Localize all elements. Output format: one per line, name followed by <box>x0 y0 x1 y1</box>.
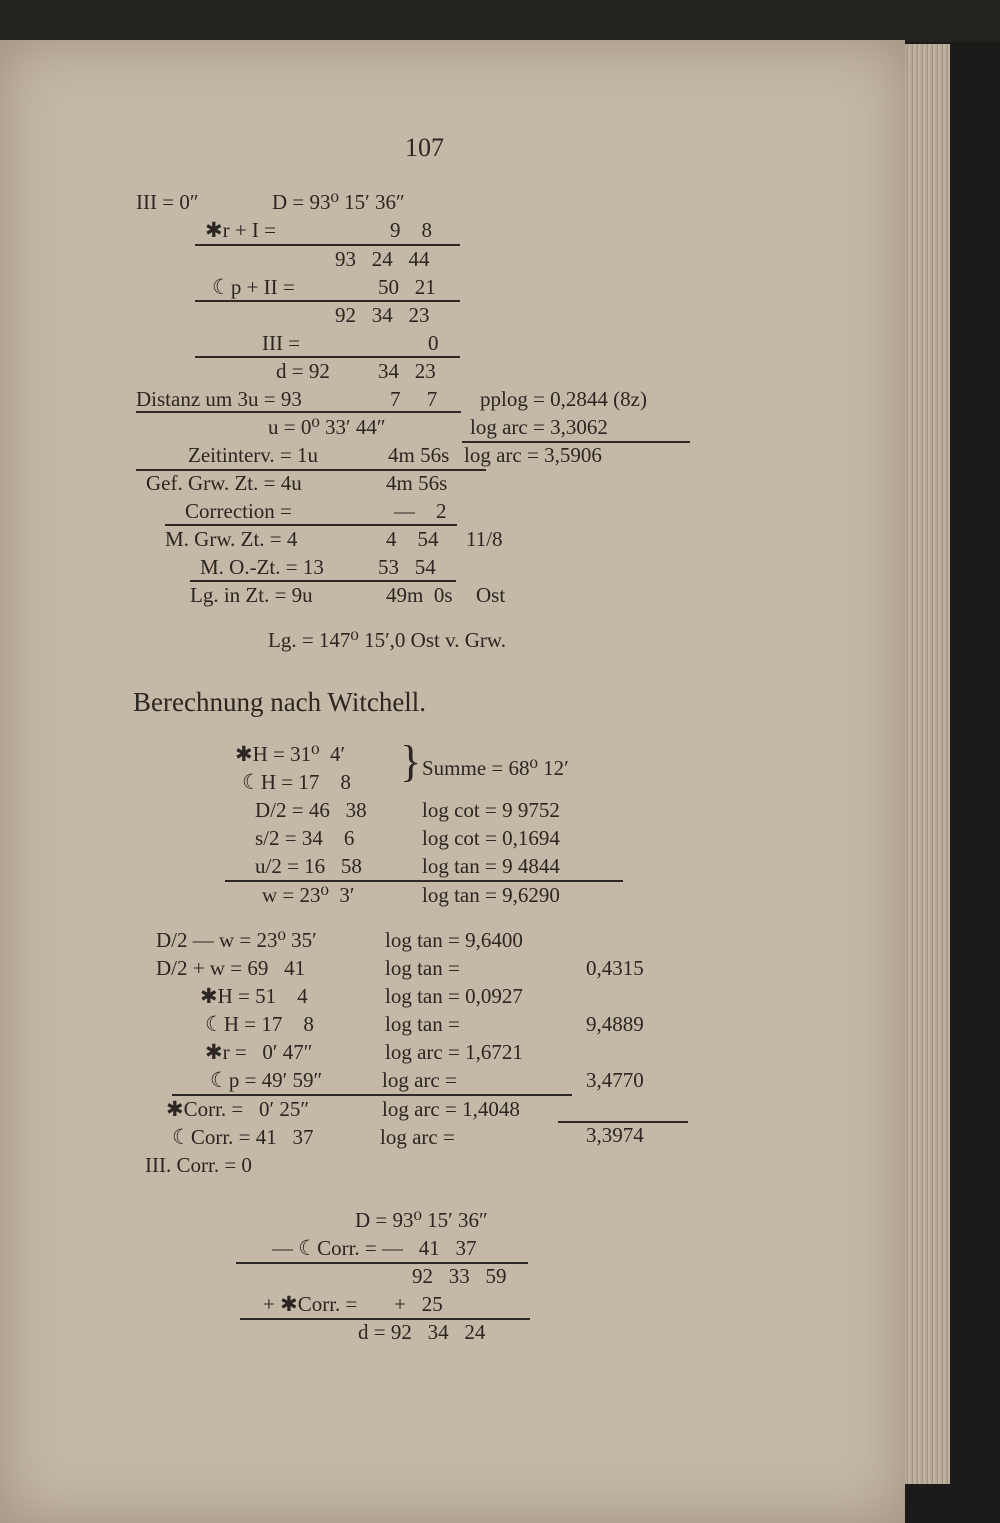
line-7b: 34 23 <box>378 359 436 383</box>
calc-row-3b: log tan = 0,0927 <box>385 984 523 1008</box>
line-5: 92 34 23 <box>335 303 430 327</box>
line-13a: M. Grw. Zt. = 4 <box>165 527 298 551</box>
line-2b: 9 8 <box>390 218 432 242</box>
line-12a: Correction = <box>185 499 292 523</box>
rule-7 <box>165 524 457 526</box>
calc-row-5b: log arc = 1,6721 <box>385 1040 523 1064</box>
line-3: 93 24 44 <box>335 247 430 271</box>
line-15a: Lg. in Zt. = 9u <box>190 583 313 607</box>
witchell-row-3a: D/2 = 46 38 <box>255 798 367 822</box>
calc-row-6b: log arc = <box>382 1068 457 1092</box>
calc-row-6c: 3,4770 <box>586 1068 644 1092</box>
calc-row-4c: 9,4889 <box>586 1012 644 1036</box>
rule-1 <box>195 244 460 246</box>
calc-row-1b: log tan = 9,6400 <box>385 928 523 952</box>
final-row-3: 92 33 59 <box>412 1264 507 1288</box>
line-4a: ☾p + II = <box>212 275 295 299</box>
line-11b: 4m 56s <box>386 471 448 495</box>
page-edges <box>905 44 950 1484</box>
line-1b: D = 93⁰ 15′ 36″ <box>272 190 405 214</box>
brace: } <box>400 737 422 786</box>
line-1a: III = 0″ <box>136 190 199 214</box>
calc-row-6a: ☾p = 49′ 59″ <box>210 1068 323 1092</box>
line-14a: M. O.-Zt. = 13 <box>200 555 324 579</box>
line-15b: 49m 0s <box>386 583 453 607</box>
calc-row-8c: 3,3974 <box>586 1123 644 1147</box>
rule-9 <box>225 880 623 882</box>
final-row-1: D = 93⁰ 15′ 36″ <box>355 1208 488 1232</box>
longitude-result: Lg. = 147⁰ 15′,0 Ost v. Grw. <box>268 628 506 652</box>
line-14b: 53 54 <box>378 555 436 579</box>
line-15c: Ost <box>476 583 506 607</box>
line-6a: III = <box>262 331 301 355</box>
section-heading: Berechnung nach Witchell. <box>133 687 427 717</box>
witchell-row-4b: log cot = 0,1694 <box>422 826 560 850</box>
calc-row-1a: D/2 — w = 23⁰ 35′ <box>156 928 317 952</box>
final-row-4: + ✱Corr. = + 25 <box>263 1292 443 1316</box>
line-13b: 4 54 <box>386 527 439 551</box>
calc-row-2a: D/2 + w = 69 41 <box>156 956 306 980</box>
witchell-row-6b: log tan = 9,6290 <box>422 883 560 907</box>
calc-row-3a: ✱H = 51 4 <box>200 984 308 1008</box>
witchell-row-3b: log cot = 9 9752 <box>422 798 560 822</box>
rule-2 <box>195 300 460 302</box>
line-12b: — 2 <box>394 499 447 523</box>
line-9b: log arc = 3,3062 <box>470 415 608 439</box>
line-4b: 50 21 <box>378 275 436 299</box>
witchell-row-5b: log tan = 9 4844 <box>422 854 560 878</box>
calc-row-7a: ✱Corr. = 0′ 25″ <box>166 1097 310 1121</box>
line-11a: Gef. Grw. Zt. = 4u <box>146 471 302 495</box>
witchell-row-1: ✱H = 31⁰ 4′ <box>235 742 346 766</box>
final-row-5: d = 92 34 24 <box>358 1320 486 1344</box>
rule-4 <box>136 411 461 413</box>
calc-row-8a: ☾Corr. = 41 37 <box>172 1125 314 1149</box>
calc-row-4b: log tan = <box>385 1012 460 1036</box>
calc-row-4a: ☾H = 17 8 <box>205 1012 314 1036</box>
rule-3 <box>195 356 460 358</box>
witchell-row-6a: w = 23⁰ 3′ <box>262 883 355 907</box>
final-row-2: — ☾Corr. = — 41 37 <box>272 1236 477 1260</box>
line-8a: Distanz um 3u = 93 <box>136 387 302 411</box>
book-page <box>0 40 905 1523</box>
calc-row-9a: III. Corr. = 0 <box>145 1153 252 1177</box>
summe: Summe = 68⁰ 12′ <box>422 756 569 780</box>
line-10a: Zeitinterv. = 1u <box>188 443 319 467</box>
calc-row-5a: ✱r = 0′ 47″ <box>205 1040 313 1064</box>
line-8c: pplog = 0,2844 (8z) <box>480 387 647 411</box>
book-spine-top <box>0 0 1000 42</box>
page-number: 107 <box>405 133 444 162</box>
calc-row-2c: 0,4315 <box>586 956 644 980</box>
witchell-row-4a: s/2 = 34 6 <box>255 826 355 850</box>
rule-10 <box>172 1094 572 1096</box>
calc-row-7b: log arc = 1,4048 <box>382 1097 520 1121</box>
calc-row-2b: log tan = <box>385 956 460 980</box>
line-13c: 11/8 <box>466 527 503 551</box>
line-10b: 4m 56s <box>388 443 450 467</box>
line-8b: 7 7 <box>390 387 438 411</box>
line-6b: 0 <box>428 331 439 355</box>
rule-8 <box>190 580 456 582</box>
witchell-row-2: ☾H = 17 8 <box>242 770 351 794</box>
line-9a: u = 0⁰ 33′ 44″ <box>268 415 386 439</box>
calc-row-8b: log arc = <box>380 1125 455 1149</box>
line-7a: d = 92 <box>276 359 330 383</box>
witchell-row-5a: u/2 = 16 58 <box>255 854 362 878</box>
line-10c: log arc = 3,5906 <box>464 443 602 467</box>
line-2a: ✱r + I = <box>205 218 277 242</box>
